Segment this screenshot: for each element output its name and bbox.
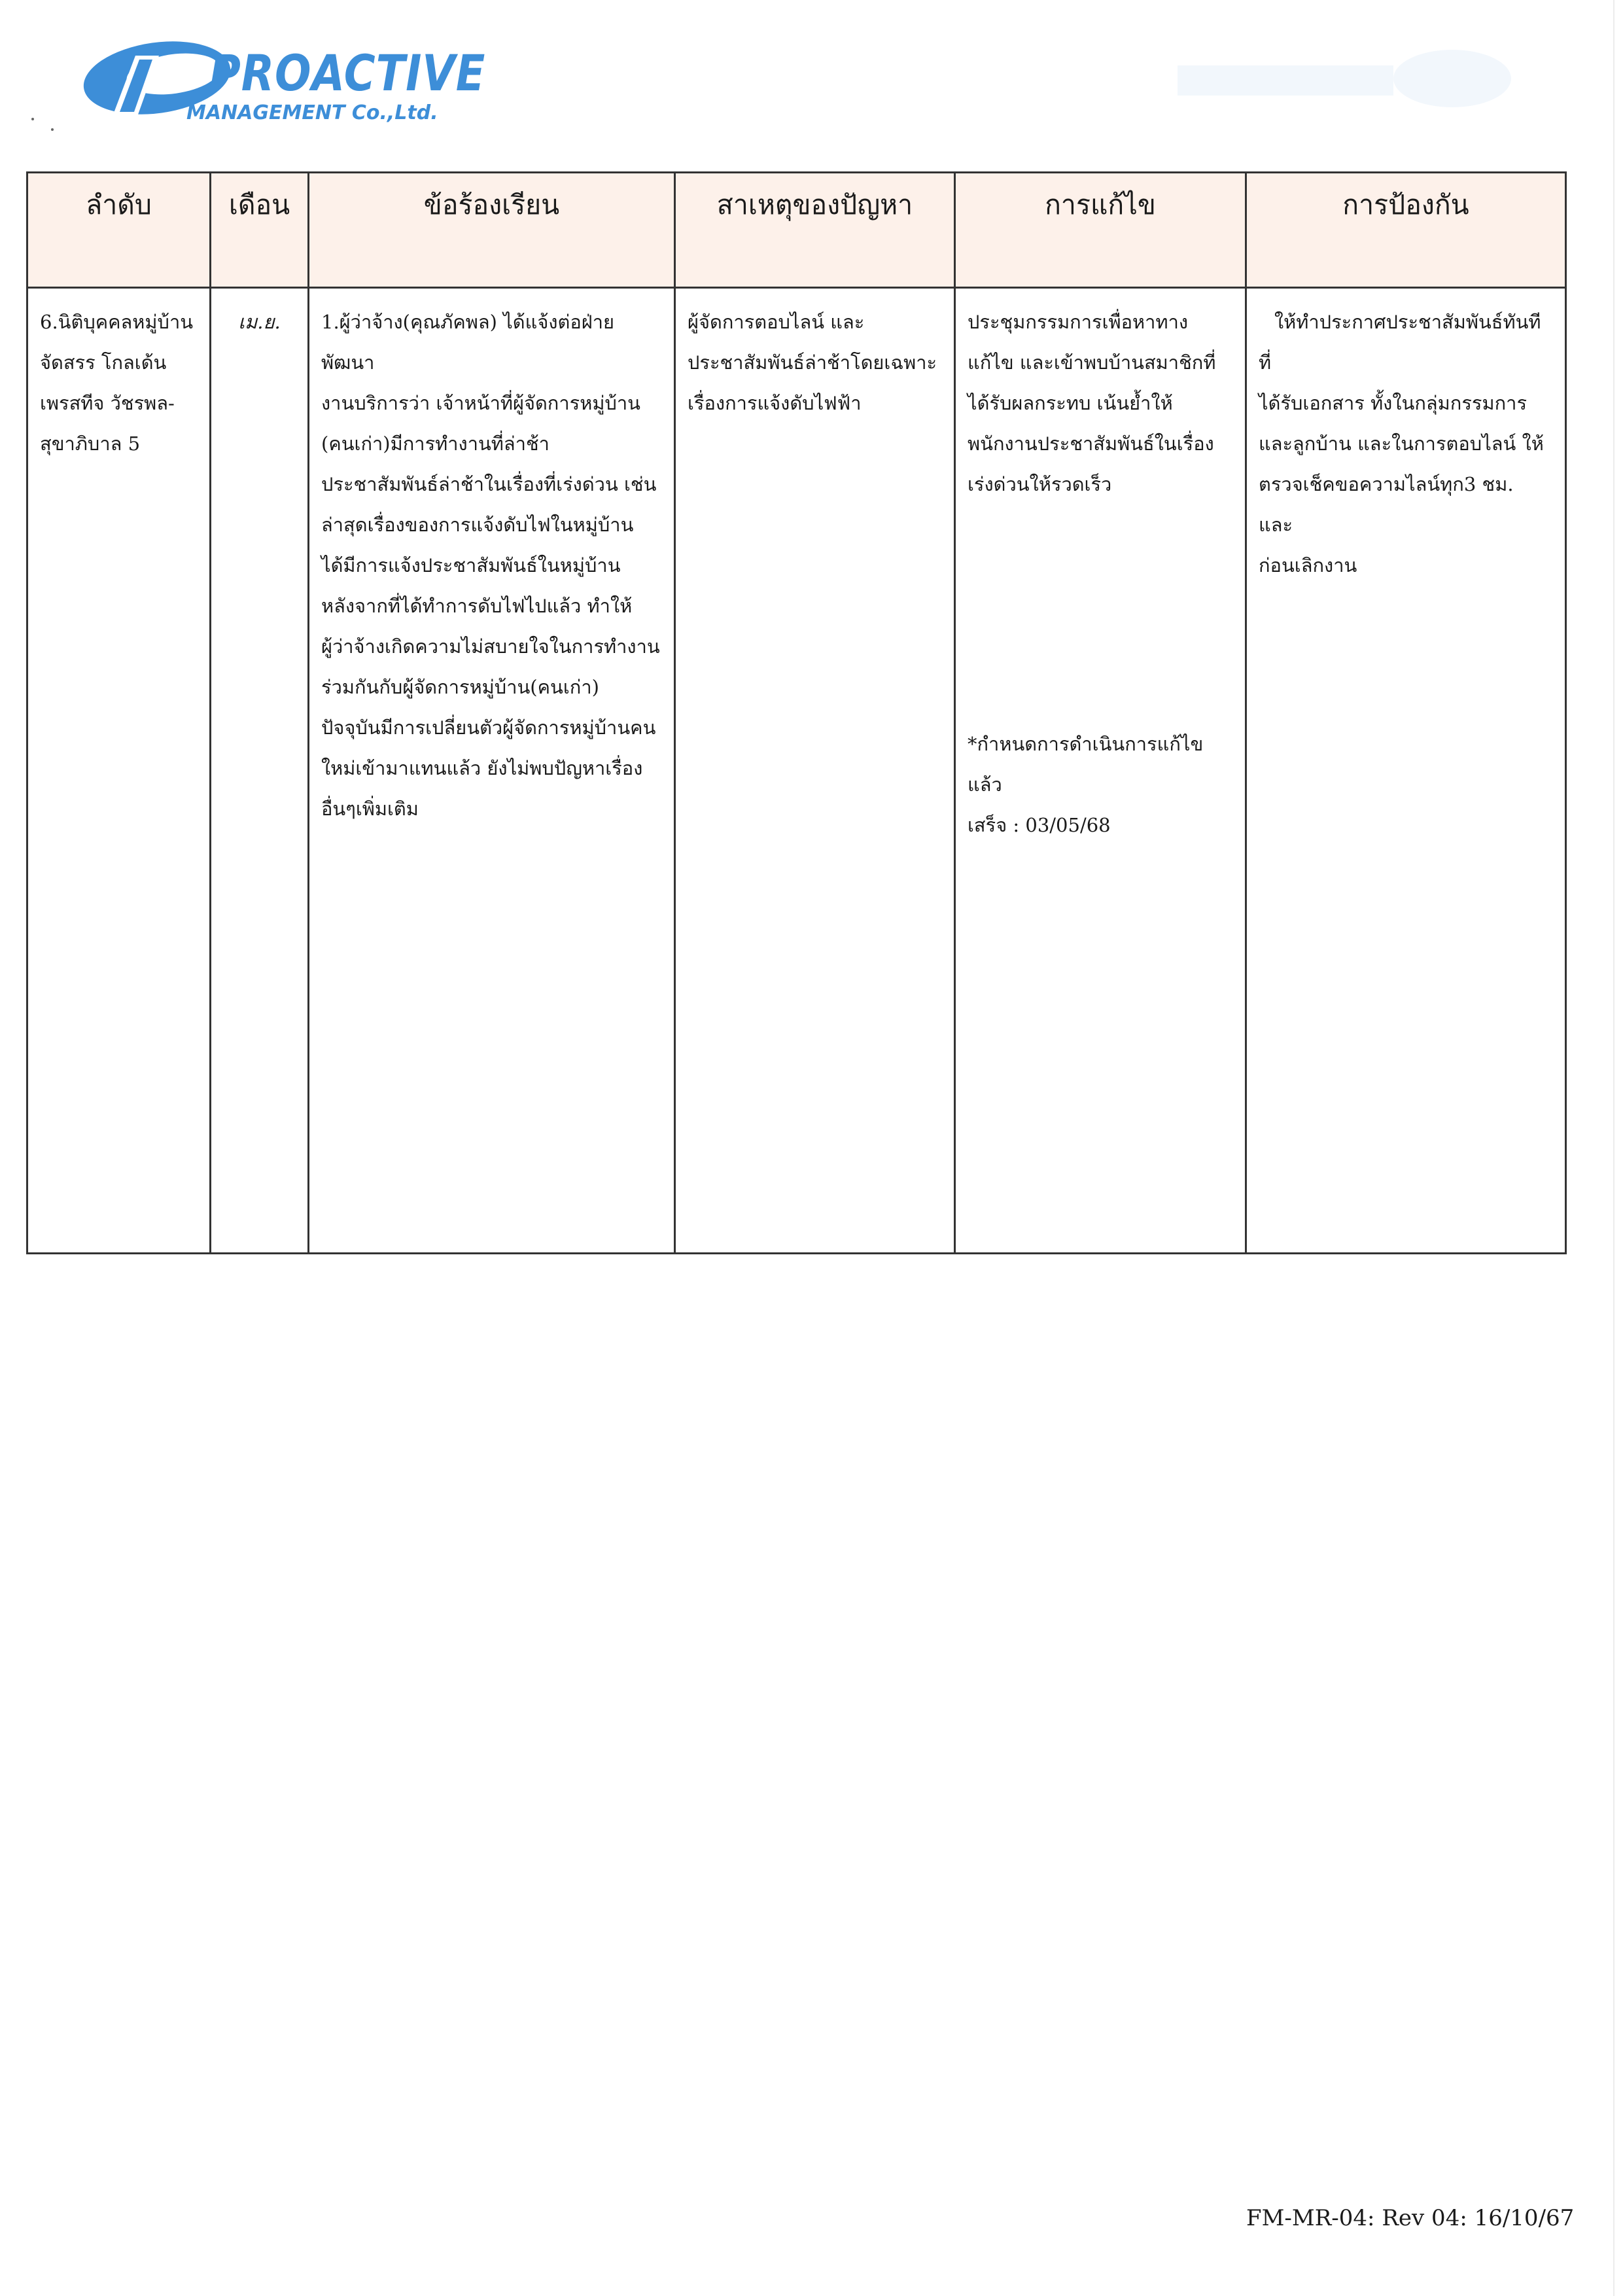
cause-text: ผู้จัดการตอบไลน์ และ ประชาสัมพันธ์ล่าช้าโดยเฉพาะ เรื่องการแจ้งดับไฟฟ้า — [688, 311, 937, 414]
bleed-through-logo-icon — [1151, 39, 1518, 124]
header-seq: ลำดับ — [27, 173, 211, 288]
seq-text: 6.นิติบุคคลหมู่บ้าน จัดสรร โกลเด้น เพรสทีจ วัชรพล- สุขาภิบาล 5 — [40, 311, 194, 455]
scan-edge-line — [1613, 0, 1614, 2296]
prevention-text: ให้ทำประกาศประชาสัมพันธ์ทันทีที่ ได้รับเอกสาร ทั้งในกลุ่มกรรมการ และลูกบ้าน และในการตอบไลน์ ให้ ตรวจเช็คขอความไลน์ทุก3 ชม. และ ก่อนเลิกงาน — [1259, 311, 1544, 576]
table-header-row — [27, 173, 1566, 288]
form-code: FM-MR-04: Rev 04: 16/10/67 — [1246, 2205, 1575, 2231]
header-month: เดือน — [211, 173, 309, 288]
cell-seq — [27, 288, 211, 1254]
cell-fix — [955, 288, 1246, 1254]
complaint-text: 1.ผู้ว่าจ้าง(คุณภัคพล) ได้แจ้งต่อฝ่ายพัฒนา งานบริการว่า เจ้าหน้าที่ผู้จัดการหมู่บ้าน (คนเก่า)มีการทำงานที่ล่าช้า ประชาสัมพันธ์ล่าช้าในเรื่องที่เร่งด่วน เช่น ล่าสุดเรื่องของการแจ้งดับไฟในหมู่บ้าน ได้มีการแจ้งประชาสัมพันธ์ในหมู่บ้าน หลังจากที่ได้ทำการดับไฟไปแล้ว ทำให้ ผู้ว่าจ้างเกิดความไม่สบายใจในการทำงาน ร่วมกันกับผู้จัดการหมู่บ้าน(คนเก่า) ปัจจุบันมีการเปลี่ยนตัวผู้จัดการหมู่บ้านคน ใหม่เข้ามาแทนแล้ว ยังไม่พบปัญหาเรื่อง อื่นๆเพิ่มเติม — [321, 311, 660, 820]
complaint-report-table — [26, 171, 1567, 1254]
table-row — [27, 288, 1566, 1254]
cell-cause — [675, 288, 955, 1254]
cell-prevention — [1246, 288, 1566, 1254]
fix-text: ประชุมกรรมการเพื่อหาทาง แก้ไข และเข้าพบบ้านสมาชิกที่ ได้รับผลกระทบ เน้นย้ำให้ พนักงานประชาสัมพันธ์ในเรื่อง เร่งด่วนให้รวดเร็ว — [968, 311, 1216, 495]
company-subtitle: MANAGEMENT Co.,Ltd. — [186, 101, 438, 124]
header-cause: สาเหตุของปัญหา — [675, 173, 955, 288]
company-name: PROACTIVE — [209, 44, 486, 102]
header-prevention: การป้องกัน — [1246, 173, 1566, 288]
cell-month — [211, 288, 309, 1254]
scan-dot — [31, 118, 34, 120]
scan-dot — [51, 128, 54, 131]
month-text: เม.ย. — [238, 311, 281, 333]
cell-complaint — [309, 288, 675, 1254]
company-logo — [75, 29, 486, 128]
header-fix: การแก้ไข — [955, 173, 1246, 288]
fix-deadline-text: *กำหนดการดำเนินการแก้ไขแล้ว เสร็จ : 03/05/68 — [968, 733, 1204, 836]
header-complaint: ข้อร้องเรียน — [309, 173, 675, 288]
